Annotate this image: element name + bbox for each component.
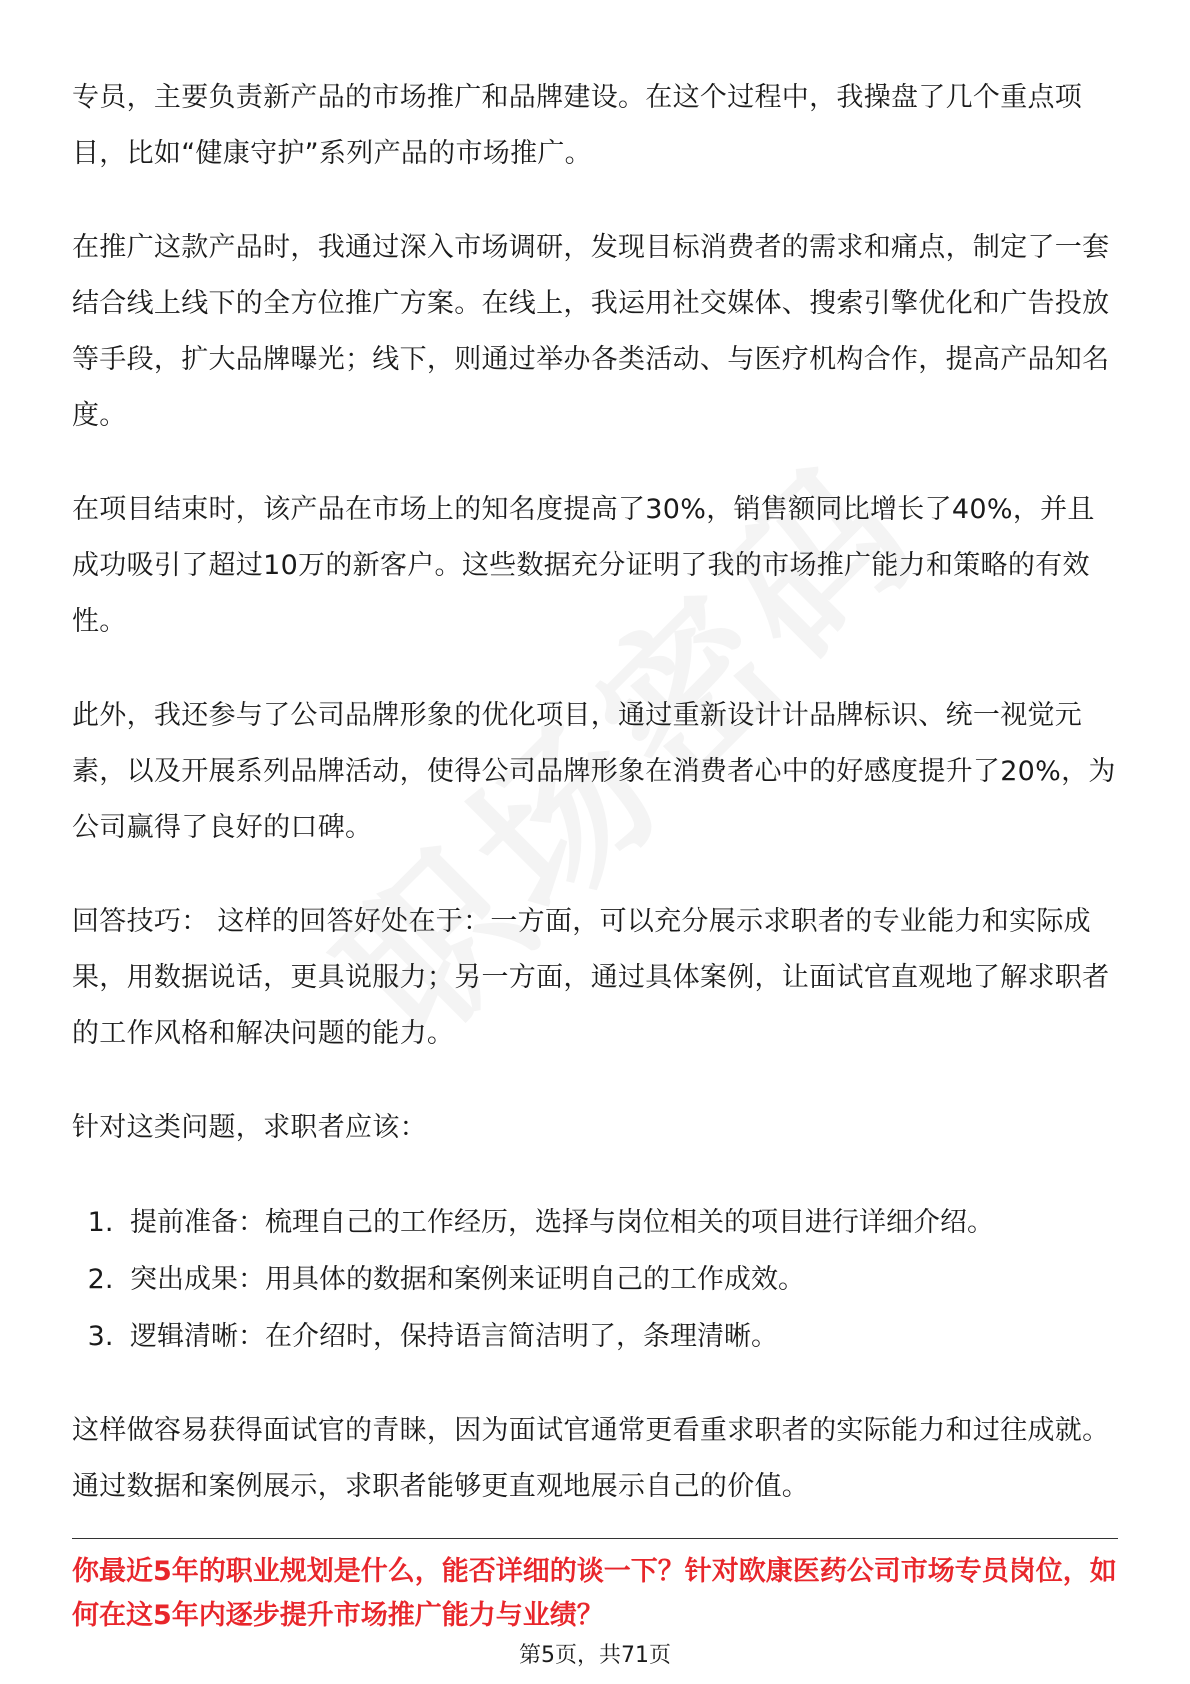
- paragraph-results: 在项目结束时，该产品在市场上的知名度提高了30%，销售额同比增长了40%，并且成功吸引了超过10万的新客户。这些数据充分证明了我的市场推广能力和策略的有效性。: [72, 494, 1095, 637]
- paragraph-brand-project: 此外，我还参与了公司品牌形象的优化项目，通过重新设计计品牌标识、统一视觉元素，以及开展系列品牌活动，使得公司品牌形象在消费者心中的好感度提升了20%，为公司赢得了良好的口碑。: [72, 700, 1116, 843]
- page-number: 第5页，共71页: [519, 1643, 671, 1668]
- advice-list: [72, 1194, 1122, 1365]
- list-item: 3. 逻辑清晰：在介绍时，保持语言简洁明了，条理清晰。: [122, 1308, 1122, 1365]
- list-item: 2. 突出成果：用具体的数据和案例来证明自己的工作成效。: [122, 1251, 1122, 1308]
- paragraph-answer-tips: 回答技巧： 这样的回答好处在于：一方面，可以充分展示求职者的专业能力和实际成果，用数据说话，更具说服力；另一方面，通过具体案例，让面试官直观地了解求职者的工作风格和解决问题的能力。: [72, 906, 1110, 1049]
- paragraph-advice-intro: 针对这类问题，求职者应该：: [72, 1112, 427, 1143]
- list-item: 1. 提前准备：梳理自己的工作经历，选择与岗位相关的项目进行详细介绍。: [122, 1194, 1122, 1251]
- section-divider: [72, 1538, 1118, 1539]
- paragraph-closing: 这样做容易获得面试官的青睐，因为面试官通常更看重求职者的实际能力和过往成就。通过数据和案例展示，求职者能够更直观地展示自己的价值。: [72, 1415, 1110, 1502]
- paragraph-promotion-plan: 在推广这款产品时，我通过深入市场调研，发现目标消费者的需求和痛点，制定了一套结合线上线下的全方位推广方案。在线上，我运用社交媒体、搜索引擎优化和广告投放等手段，扩大品牌曝光；线下，则通过举办各类活动、与医疗机构合作，提高产品知名度。: [72, 232, 1110, 431]
- next-question-heading: 你最近5年的职业规划是什么，能否详细的谈一下？针对欧康医药公司市场专员岗位，如何在这5年内逐步提升市场推广能力与业绩？: [72, 1556, 1117, 1631]
- page-body: [72, 70, 1122, 1553]
- paragraph-role-intro: 专员，主要负责新产品的市场推广和品牌建设。在这个过程中，我操盘了几个重点项目，比如“健康守护”系列产品的市场推广。: [72, 82, 1083, 169]
